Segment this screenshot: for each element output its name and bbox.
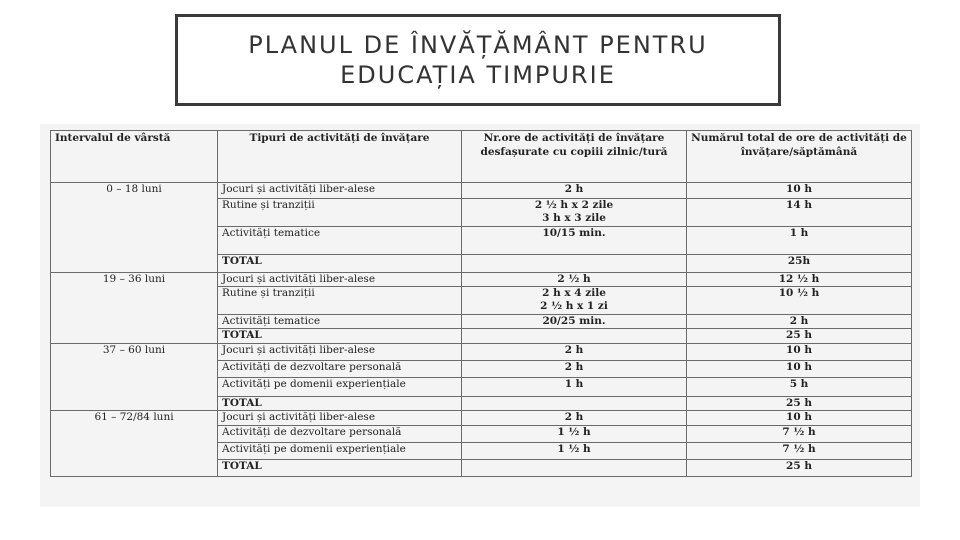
- weekly-hours-cell: 7 ½ h: [687, 426, 912, 443]
- slide-title-line-2: EDUCAȚIA TIMPURIE: [340, 61, 616, 89]
- header-weekly-hours: Numărul total de ore de activități de învățare/săptămână: [687, 131, 912, 183]
- weekly-hours-cell: 14 h: [687, 199, 912, 227]
- weekly-hours-cell: 5 h: [687, 378, 912, 397]
- weekly-hours-cell: 10 h: [687, 183, 912, 199]
- total-label-cell: TOTAL: [218, 329, 462, 344]
- weekly-hours-cell: 7 ½ h: [687, 443, 912, 460]
- header-age-interval: Intervalul de vârstă: [51, 131, 218, 183]
- table-row: [51, 273, 912, 287]
- weekly-hours-cell: 10 h: [687, 344, 912, 361]
- weekly-total-cell: 25 h: [687, 397, 912, 411]
- activity-type-cell: Activități tematice: [218, 315, 462, 329]
- curriculum-table: [50, 130, 912, 477]
- activity-type-cell: Jocuri și activități liber-alese: [218, 183, 462, 199]
- table-row: [51, 411, 912, 426]
- daily-hours-cell: [462, 255, 687, 273]
- weekly-hours-cell: 10 h: [687, 411, 912, 426]
- activity-type-cell: Activități de dezvoltare personală: [218, 426, 462, 443]
- slide-title-box: [175, 14, 781, 106]
- daily-hours-cell: 2 ½ h: [462, 273, 687, 287]
- activity-type-cell: Activități de dezvoltare personală: [218, 361, 462, 378]
- age-interval-cell: 61 – 72/84 luni: [51, 411, 218, 477]
- slide-title-line-1: PLANUL DE ÎNVĂȚĂMÂNT PENTRU: [248, 31, 708, 59]
- daily-hours-cell: 2 h: [462, 344, 687, 361]
- daily-hours-cell: [462, 397, 687, 411]
- daily-hours-cell: [462, 460, 687, 477]
- weekly-hours-cell: 10 h: [687, 361, 912, 378]
- daily-hours-cell: 2 ½ h x 2 zile 3 h x 3 zile: [462, 199, 687, 227]
- weekly-total-cell: 25 h: [687, 329, 912, 344]
- curriculum-table-image: [40, 124, 920, 507]
- daily-hours-cell: 2 h: [462, 361, 687, 378]
- daily-hours-cell: 2 h: [462, 183, 687, 199]
- daily-hours-cell: 1 ½ h: [462, 426, 687, 443]
- activity-type-cell: Jocuri și activități liber-alese: [218, 411, 462, 426]
- table-row: [51, 344, 912, 361]
- table-body: [51, 183, 912, 477]
- activity-type-cell: Activități tematice: [218, 227, 462, 255]
- activity-type-cell: Activități pe domenii experiențiale: [218, 378, 462, 397]
- daily-hours-cell: 2 h: [462, 411, 687, 426]
- header-activity-types: Tipuri de activități de învățare: [218, 131, 462, 183]
- weekly-total-cell: 25h: [687, 255, 912, 273]
- weekly-hours-cell: 1 h: [687, 227, 912, 255]
- age-interval-cell: 37 – 60 luni: [51, 344, 218, 411]
- daily-hours-cell: 2 h x 4 zile 2 ½ h x 1 zi: [462, 287, 687, 315]
- weekly-total-cell: 25 h: [687, 460, 912, 477]
- daily-hours-cell: 1 h: [462, 378, 687, 397]
- activity-type-cell: Rutine și tranziții: [218, 287, 462, 315]
- weekly-hours-cell: 12 ½ h: [687, 273, 912, 287]
- total-label-cell: TOTAL: [218, 255, 462, 273]
- table-row: [51, 183, 912, 199]
- activity-type-cell: Activități pe domenii experiențiale: [218, 443, 462, 460]
- header-daily-hours: Nr.ore de activități de învățare desfașurate cu copiii zilnic/tură: [462, 131, 687, 183]
- age-interval-cell: 19 – 36 luni: [51, 273, 218, 344]
- weekly-hours-cell: 10 ½ h: [687, 287, 912, 315]
- daily-hours-cell: [462, 329, 687, 344]
- age-interval-cell: 0 – 18 luni: [51, 183, 218, 273]
- activity-type-cell: Rutine și tranziții: [218, 199, 462, 227]
- daily-hours-cell: 20/25 min.: [462, 315, 687, 329]
- weekly-hours-cell: 2 h: [687, 315, 912, 329]
- total-label-cell: TOTAL: [218, 397, 462, 411]
- daily-hours-cell: 10/15 min.: [462, 227, 687, 255]
- activity-type-cell: Jocuri și activități liber-alese: [218, 273, 462, 287]
- total-label-cell: TOTAL: [218, 460, 462, 477]
- daily-hours-cell: 1 ½ h: [462, 443, 687, 460]
- activity-type-cell: Jocuri și activități liber-alese: [218, 344, 462, 361]
